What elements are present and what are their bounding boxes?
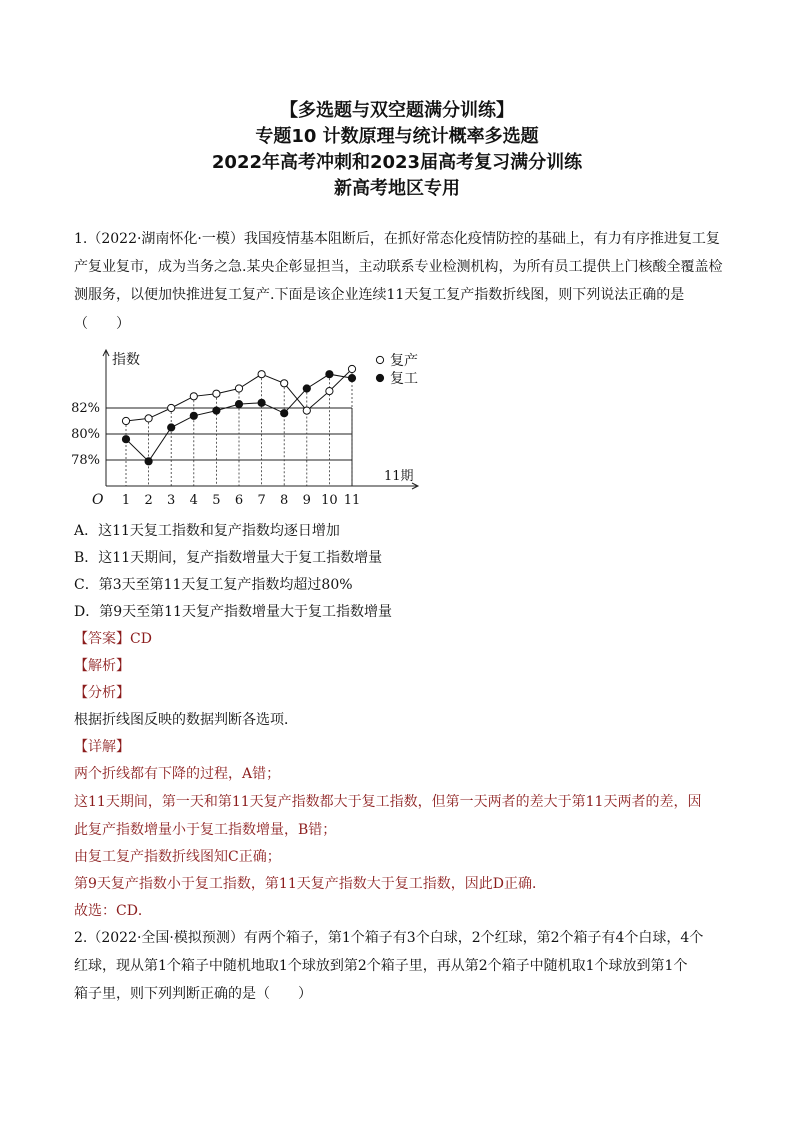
question-1-paren: （ ）: [74, 316, 130, 332]
x-tick-label: 11: [343, 493, 361, 508]
x-axis-label: 11期: [384, 469, 414, 484]
fugong-point: [190, 412, 197, 419]
fugong-point: [281, 410, 288, 417]
analysis-text: 根据折线图反映的数据判断各选项．: [74, 712, 298, 728]
x-tick-label: 2: [144, 493, 153, 508]
fuchan-point: [348, 365, 355, 372]
option-b: B．这11天期间，复产指数增量大于复工指数增量: [74, 550, 383, 566]
fuchan-point: [258, 371, 265, 378]
fuchan-point: [281, 380, 288, 387]
x-tick-label: 4: [189, 493, 198, 508]
fugong-point: [168, 424, 175, 431]
option-d: D．第9天至第11天复产指数增量大于复工指数增量: [74, 604, 392, 620]
question-1-text-line-3: 测服务，以便加快推进复工复产.下面是该企业连续11天复工复产指数折线图，则下列说法正确的是: [74, 287, 685, 303]
x-tick-label: 8: [280, 493, 289, 508]
analysis-label: 【解析】: [74, 658, 130, 674]
analysis-sub-label: 【分析】: [74, 685, 130, 701]
x-tick-label: 3: [167, 493, 176, 508]
detail-line-2: 这11天期间，第一天和第11天复产指数都大于复工指数，但第一天两者的差大于第11天两者的差，因: [74, 794, 702, 810]
title-line-4: 新高考地区专用: [334, 178, 460, 199]
chart-legend: [376, 352, 418, 387]
y-tick-label: 78%: [71, 453, 100, 468]
fugong-point: [122, 436, 129, 443]
legend-label: 复产: [390, 353, 418, 369]
fuchan-point: [168, 404, 175, 411]
x-tick-label: 1: [121, 493, 131, 508]
fugong-point: [258, 399, 265, 406]
title-line-1: 【多选题与双空题满分训练】: [280, 100, 514, 121]
fuchan-point: [303, 407, 310, 414]
fugong-point: [348, 375, 355, 382]
x-tick-label: 6: [234, 493, 244, 508]
option-c: C．第3天至第11天复工复产指数均超过80%: [74, 577, 353, 593]
legend-label: 复工: [390, 371, 418, 387]
fugong-point: [303, 385, 310, 392]
fuchan-point: [213, 390, 220, 397]
question-2-text-line-2: 红球，现从第1个箱子中随机地取1个球放到第2个箱子里，再从第2个箱子中随机取1个球放到第1个: [74, 958, 688, 974]
y-axis-label: 指数: [112, 352, 140, 368]
option-a: A．这11天复工指数和复产指数均逐日增加: [74, 523, 340, 539]
x-tick-label: 9: [302, 493, 311, 508]
line-chart: [71, 346, 428, 514]
detail-line-3: 此复产指数增量小于复工指数增量，B错；: [74, 822, 337, 838]
chart-labels: [71, 351, 413, 508]
fuchan-point: [145, 415, 152, 422]
detail-line-1: 两个折线都有下降的过程，A错；: [74, 766, 281, 782]
x-tick-label: 5: [212, 493, 221, 508]
x-tick-label: 10: [321, 493, 338, 508]
answer-label: 【答案】CD: [74, 631, 152, 647]
fuchan-point: [122, 417, 129, 424]
fugong-point: [235, 401, 242, 408]
question-1-text-line-1: 1.（2022·湖南怀化·一模）我国疫情基本阻断后，在抓好常态化疫情防控的基础上，有力有序推进复工复: [74, 231, 720, 247]
fugong-point: [326, 371, 333, 378]
y-tick-label: 80%: [71, 427, 100, 442]
x-tick-label: 7: [257, 493, 266, 508]
question-1-text-line-2: 产复业复市，成为当务之急.某央企彰显担当，主动联系专业检测机构，为所有员工提供上门核酸全覆盖检: [74, 259, 723, 275]
fuchan-point: [235, 385, 242, 392]
y-tick-label: 82%: [71, 401, 100, 416]
legend-marker: [376, 356, 383, 363]
fugong-point: [145, 458, 152, 465]
origin-label: O: [92, 492, 104, 508]
title-line-2: 专题10 计数原理与统计概率多选题: [255, 126, 539, 147]
legend-marker: [376, 374, 383, 381]
question-2-text-line-1: 2.（2022·全国·模拟预测）有两个箱子，第1个箱子有3个白球，2个红球，第2个箱子有4个白球，4个: [74, 930, 704, 946]
details-label: 【详解】: [74, 739, 130, 755]
detail-line-6: 故选：CD．: [74, 903, 152, 919]
question-2-text-line-3: 箱子里，则下列判断正确的是（ ）: [74, 986, 312, 1002]
detail-line-5: 第9天复产指数小于复工指数，第11天复产指数大于复工指数，因此D正确．: [74, 876, 546, 892]
fuchan-point: [326, 388, 333, 395]
chart-grid: [106, 369, 352, 486]
detail-line-4: 由复工复产指数折线图知C正确；: [74, 849, 281, 865]
fuchan-point: [190, 393, 197, 400]
title-line-3: 2022年高考冲刺和2023届高考复习满分训练: [211, 152, 583, 173]
chart-series-lines: [126, 369, 352, 461]
fugong-point: [213, 407, 220, 414]
